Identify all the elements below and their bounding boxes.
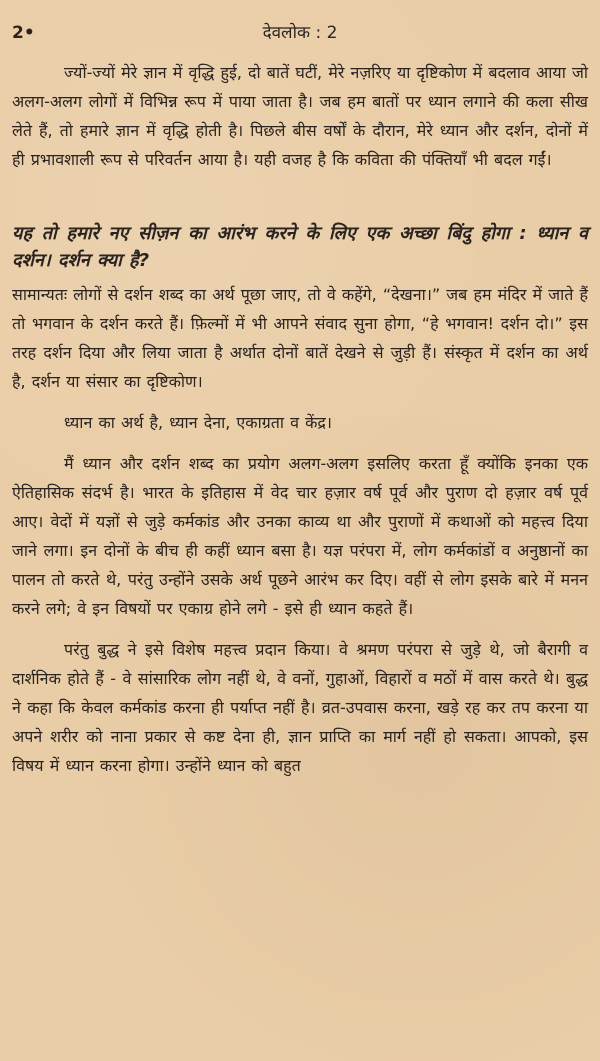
section-heading: यह तो हमारे नए सीज़न का आरंभ करने के लिए एक अच्छा बिंदु होगा : ध्यान व दर्शन। दर्शन क्या है? bbox=[12, 223, 588, 271]
paragraph-5: परंतु बुद्ध ने इसे विशेष महत्त्व प्रदान किया। वे श्रमण परंपरा से जुड़े थे, जो बैरागी व दार्शनिक होते हैं - वे सांसारिक लोग नहीं थे, वे वनों, गुहाओं, विहारों व मठों में वास करते थे। बुद्ध ने कहा कि केवल कर्मकांड करना ही पर्याप्त नहीं है। व्रत-उपवास करना, खड़े रह कर तप करना या अपने शरीर को नाना प्रकार से कष्ट देना ही, ज्ञान प्राप्ति का मार्ग नहीं हो सकता। आपको, इस विषय में ध्यान करना होगा। उन्होंने ध्यान को बहुत bbox=[12, 640, 588, 775]
paragraph-2: सामान्यतः लोगों से दर्शन शब्द का अर्थ पूछा जाए, तो वे कहेंगे, “देखना।” जब हम मंदिर में जाते हैं तो भगवान के दर्शन करते हैं। फ़िल्मों में भी आपने संवाद सुना होगा, “हे भगवान! दर्शन दो।” इस तरह दर्शन दिया और लिया जाता है अर्थात दोनों बातें देखने से जुड़ी हैं। संस्कृत में दर्शन का अर्थ है, दर्शन या संसार का दृष्टिकोण। bbox=[12, 285, 588, 391]
paragraph-4: मैं ध्यान और दर्शन शब्द का प्रयोग अलग-अलग इसलिए करता हूँ क्योंकि इनका एक ऐतिहासिक संदर्भ है। भारत के इतिहास में वेद चार हज़ार वर्ष पूर्व और पुराण दो हज़ार वर्ष पूर्व आए। वेदों में यज्ञों से जुड़े कर्मकांड और उनका काव्य था और पुराणों में कथाओं को महत्त्व दिया जाने लगा। इन दोनों के बीच ही कहीं ध्यान बसा है। यज्ञ परंपरा में, लोग कर्मकांडों व अनुष्ठानों का पालन तो करते थे, परंतु उन्होंने उसके अर्थ पूछने आरंभ कर दिए। वहीं से लोग इसके बारे में मनन करने लगे; वे इन विषयों पर एकाग्र होने लगे - इसे ही ध्यान कहते हैं। bbox=[12, 454, 588, 618]
page-body bbox=[12, 58, 588, 780]
page-header bbox=[12, 22, 588, 58]
paragraph-1: ज्यों-ज्यों मेरे ज्ञान में वृद्धि हुई, दो बातें घटीं, मेरे नज़रिए या दृष्टिकोण में बदलाव आया जो अलग-अलग लोगों में विभिन्न रूप में पाया जाता है। जब हम बातों पर ध्यान लगाने की कला सीख लेते हैं, तो हमारे ज्ञान में वृद्धि होती है। पिछले बीस वर्षों के दौरान, मेरे ध्यान और दर्शन, दोनों में ही प्रभावशाली रूप से परिवर्तन आया है। यही वजह है कि कविता की पंक्तियाँ भी बदल गईं। bbox=[12, 63, 588, 169]
running-title: देवलोक : 2 bbox=[262, 23, 338, 43]
paragraph-3: ध्यान का अर्थ है, ध्यान देना, एकाग्रता व केंद्र। bbox=[64, 413, 333, 432]
page-number: 2• bbox=[12, 23, 35, 43]
